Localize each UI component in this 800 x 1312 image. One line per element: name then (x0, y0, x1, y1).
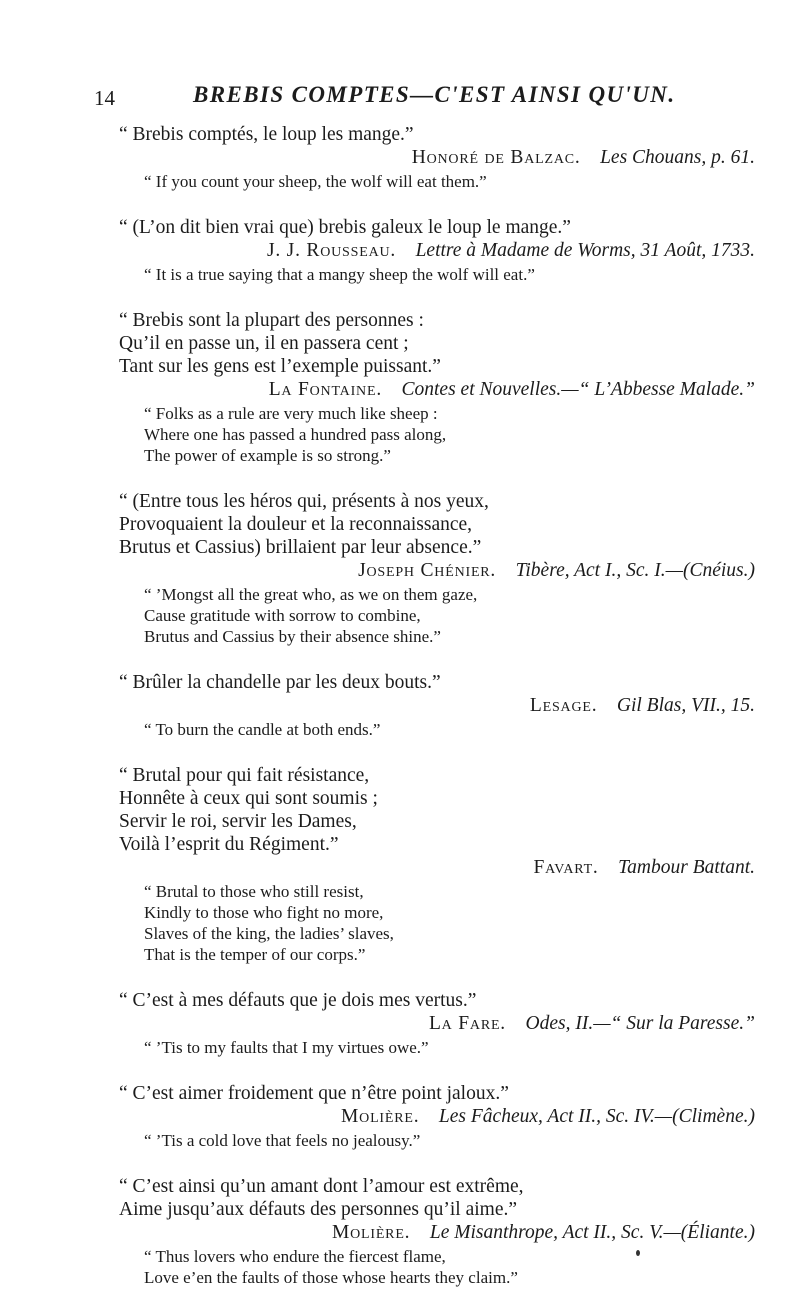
french-line: “ Brebis sont la plupart des personnes : (119, 310, 424, 331)
english-line: “ Thus lovers who endure the fiercest flame, (144, 1247, 446, 1266)
french-line: “ C’est ainsi qu’un amant dont l’amour est extrême, (119, 1176, 524, 1197)
english-translation (144, 403, 755, 466)
french-line: “ (Entre tous les héros qui, présents à nos yeux, (119, 491, 489, 512)
attribution (119, 1221, 755, 1244)
quotation-entry (119, 490, 755, 647)
quotation-entry (119, 309, 755, 466)
english-line: Kindly to those who fight no more, (144, 903, 384, 922)
source-work: Tibère, Act I., Sc. I.—(Cnéius.) (515, 560, 755, 581)
attribution (210, 146, 755, 169)
english-translation (144, 719, 755, 740)
attribution (119, 1105, 755, 1128)
source-work: Le Misanthrope, Act II., Sc. V.—(Éliante.) (429, 1222, 755, 1243)
quotation-entry (119, 764, 755, 965)
source-work: Lettre à Madame de Worms, 31 Août, 1733. (415, 240, 755, 261)
english-line: That is the temper of our corps.” (144, 945, 366, 964)
author-name: Favart. (533, 857, 599, 878)
english-line: “ If you count your sheep, the wolf will eat them.” (144, 172, 487, 191)
english-line: “ It is a true saying that a mangy sheep the wolf will eat.” (144, 265, 535, 284)
french-line: Brutus et Cassius) brillaient par leur absence.” (119, 537, 482, 558)
french-quotation (119, 216, 755, 239)
running-title: BREBIS COMPTES—C'EST AINSI QU'UN. (193, 82, 676, 107)
quotation-entry (119, 1082, 755, 1151)
source-work: Gil Blas, VII., 15. (616, 695, 755, 716)
french-line: Aime jusqu’aux défauts des personnes qu’il aime.” (119, 1199, 518, 1220)
quotation-entry (119, 671, 755, 740)
french-line: Servir le roi, servir les Dames, (119, 811, 357, 832)
author-name: La Fare. (428, 1013, 506, 1034)
french-line: Qu’il en passe un, il en passera cent ; (119, 333, 409, 354)
quotation-entry (119, 989, 755, 1058)
french-line: Voilà l’esprit du Régiment.” (119, 834, 339, 855)
english-line: Slaves of the king, the ladies’ slaves, (144, 924, 394, 943)
attribution (119, 378, 755, 401)
english-line: “ Folks as a rule are very much like sheep : (144, 404, 438, 423)
english-translation (144, 264, 755, 285)
english-line: Brutus and Cassius by their absence shine.” (144, 627, 441, 646)
english-translation (144, 171, 755, 192)
french-line: “ Brûler la chandelle par les deux bouts.” (119, 672, 441, 693)
author-name: Molière. (331, 1222, 411, 1243)
page-number: 14 (94, 86, 115, 110)
english-translation (144, 881, 755, 965)
english-translation (144, 1246, 755, 1288)
french-quotation (119, 764, 755, 856)
quotation-list (119, 123, 755, 1312)
french-quotation (119, 989, 755, 1012)
french-line: “ (L’on dit bien vrai que) brebis galeux le loup le mange.” (119, 217, 571, 238)
french-quotation (119, 1175, 755, 1221)
english-line: “ ’Mongst all the great who, as we on them gaze, (144, 585, 478, 604)
french-line: “ Brutal pour qui fait résistance, (119, 765, 370, 786)
attribution (210, 694, 755, 717)
english-line: Cause gratitude with sorrow to combine, (144, 606, 421, 625)
attribution (210, 1012, 755, 1035)
french-line: “ Brebis comptés, le loup les mange.” (119, 124, 414, 145)
english-line: “ Brutal to those who still resist, (144, 882, 364, 901)
english-line: “ ’Tis to my faults that I my virtues owe.” (144, 1038, 429, 1057)
french-line: Honnête à ceux qui sont soumis ; (119, 788, 378, 809)
english-translation (144, 1037, 755, 1058)
quotation-entry (119, 216, 755, 285)
attribution (119, 559, 755, 582)
source-work: Odes, II.—“ Sur la Paresse.” (525, 1013, 755, 1034)
english-line: “ ’Tis a cold love that feels no jealousy.” (144, 1131, 421, 1150)
author-name: J. J. Rousseau. (266, 240, 397, 261)
english-translation (144, 584, 755, 647)
french-line: “ C’est à mes défauts que je dois mes vertus.” (119, 990, 477, 1011)
english-line: “ To burn the candle at both ends.” (144, 720, 381, 739)
french-line: Tant sur les gens est l’exemple puissant.” (119, 356, 441, 377)
quotation-entry (119, 123, 755, 192)
attribution (119, 856, 755, 879)
author-name: Molière. (341, 1106, 420, 1127)
french-line: “ C’est aimer froidement que n’être point jaloux.” (119, 1083, 509, 1104)
author-name: Honoré de Balzac. (411, 147, 581, 168)
french-quotation (119, 490, 755, 559)
english-translation (144, 1130, 755, 1151)
english-line: The power of example is so strong.” (144, 446, 391, 465)
source-work: Contes et Nouvelles.—“ L’Abbesse Malade.” (401, 379, 755, 400)
author-name: Lesage. (529, 695, 598, 716)
author-name: Joseph Chénier. (358, 560, 497, 581)
source-work: Tambour Battant. (618, 857, 755, 878)
french-line: Provoquaient la douleur et la reconnaissance, (119, 514, 473, 535)
french-quotation (119, 309, 755, 378)
source-work: Les Chouans, p. 61. (600, 147, 755, 168)
quotation-entry (119, 1175, 755, 1288)
attribution (119, 239, 755, 262)
author-name: La Fontaine. (268, 379, 382, 400)
english-line: Where one has passed a hundred pass along, (144, 425, 447, 444)
french-quotation (119, 1082, 755, 1105)
source-work: Les Fâcheux, Act II., Sc. IV.—(Climène.) (438, 1106, 755, 1127)
english-line: Love e’en the faults of those whose hearts they claim.” (144, 1268, 518, 1287)
french-quotation (119, 671, 755, 694)
printer-mark (636, 1250, 640, 1256)
french-quotation (119, 123, 755, 146)
